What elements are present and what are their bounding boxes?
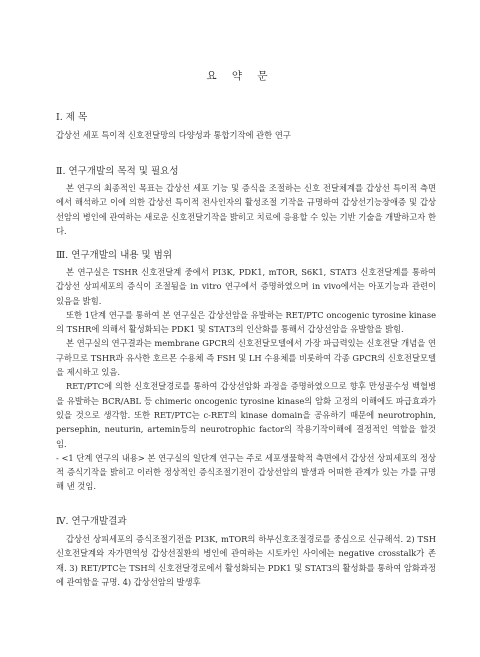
- section-heading: Ⅳ. 연구개발결과: [56, 516, 127, 527]
- section-title: [56, 112, 436, 142]
- section-purpose: [56, 166, 436, 238]
- section-heading: Ⅱ. 연구개발의 목적 및 필요성: [56, 166, 179, 177]
- section-results: [56, 516, 436, 589]
- section-paragraph: - <1 단계 연구의 내용> 본 연구실의 일단계 연구는 주로 세포생물학적 측면에서 갑상선 상피세포의 정상적 증식기작을 밝히고 이러한 정상적인 증식조절기전이 갑상선암의 발생과 어떠한 관계가 있는 가를 규명해 낸 것임.: [56, 452, 436, 492]
- section-heading: Ⅲ. 연구개발의 내용 및 범위: [56, 250, 173, 261]
- section-paragraph: RET/PTC에 의한 신호전달경로를 통하여 갑상선암화 과정을 증명하였으므로 향후 만성골수성 백혈병을 유발하는 BCR/ABL 등 chimeric oncogenic tyrosine kinase의 암화 고정의 이해에도 파급효과가 있을 것으로 생각함. 또한 RET/PTC는 c-RET의 kinase domain을 공유하기 때문에 neurotrophin, persephin, neuturin, artemin등의 neurotrophic factor의 작용기작이해에 결정적인 역할을 할것임.: [56, 381, 436, 449]
- section-paragraph: 본 연구실의 연구결과는 membrane GPCR의 신호전달모델에서 가장 파급력있는 신호전달 개념을 연구하므로 TSHR과 유사한 호르몬 수용체 즉 FSH 및 LH 수용체를 비롯하여 각종 GPCR의 신호전달모델을 제시하고 있음.: [56, 338, 436, 378]
- section-content: [56, 250, 436, 494]
- section-paragraph: 본 연구실은 TSHR 신호전달계 중에서 PI3K, PDK1, mTOR, S6K1, STAT3 신호전달계를 통하여 갑상선 상피세포의 증식이 조절됨을 in vitro 연구에서 증명하였으며 in vivo에서는 아포기능과 관련이 있음을 밝힘.: [56, 267, 436, 306]
- section-heading: Ⅰ. 제 목: [56, 112, 88, 123]
- section-paragraph: 또한 1단계 연구를 통하여 본 연구실은 갑상선암을 유발하는 RET/PTC oncogenic tyrosine kinase의 TSHR에 의해서 활성화되는 PDK1 및 STAT3의 인산화를 통해서 갑상선암을 유발함을 밝힘.: [56, 309, 436, 335]
- page-title: 요 약 문: [206, 70, 274, 82]
- section-paragraph: 갑상선 세포 특이적 신호전달망의 다양성과 통합기작에 관한 연구: [56, 130, 291, 140]
- section-paragraph: 갑상선 상피세포의 증식조절기전을 PI3K, mTOR의 하부신호조절경로를 중심으로 신규해석. 2) TSH 신호전달계와 자가면역성 갑상선질환의 병인에 관여하는 시토카인 사이에는 negative crosstalk가 존재. 3) RET/PTC는 TSH의 신호전달경로에서 활성화되는 PDK1 및 STAT3의 활성화를 통하여 암화과정에 관여함을 규명. 4) 갑상선암의 발생후: [56, 534, 436, 587]
- section-paragraph: 본 연구의 최종적인 목표는 갑상선 세포 기능 및 증식을 조절하는 신호 전달체계를 갑상선 특이적 측면에서 해석하고 이에 의한 갑상선 특이적 전사인자의 활성조절 기작을 규명하여 갑상선기능장애증 및 갑상선암의 병인에 관여하는 새로운 신호전달기작을 밝히고 치료에 응용할 수 있는 기반 기술을 개발하고자 한다.: [56, 183, 436, 236]
